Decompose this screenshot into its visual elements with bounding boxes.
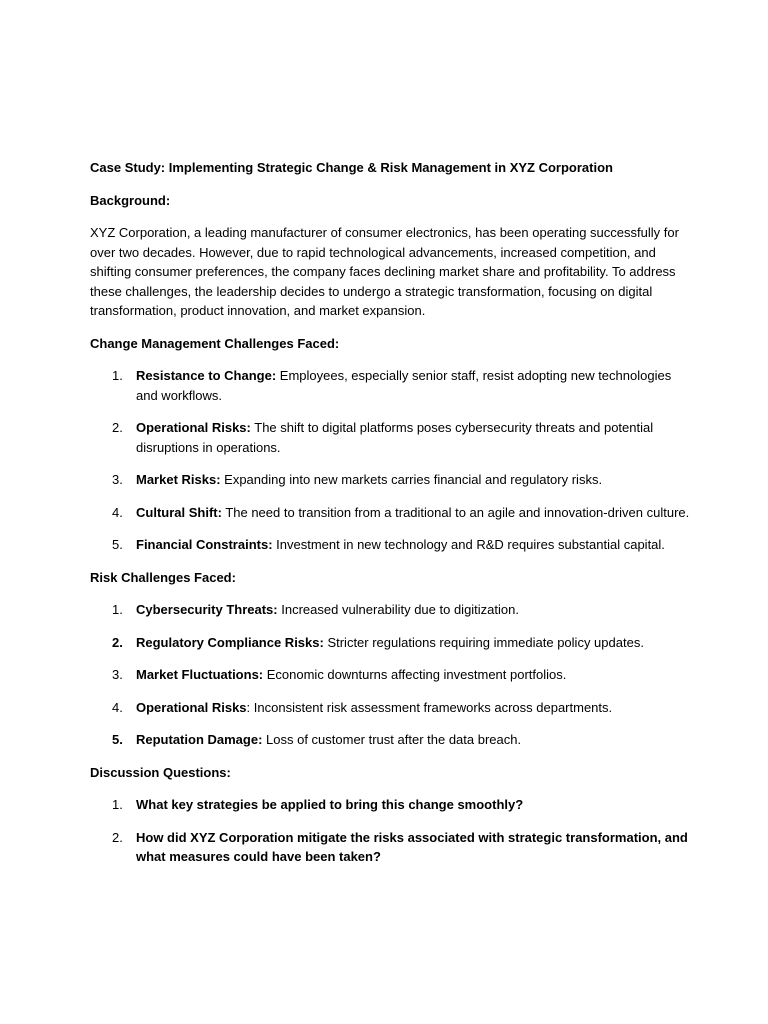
list-item	[90, 633, 690, 653]
list-item	[90, 600, 690, 620]
list-item	[90, 730, 690, 750]
item-text: The need to transition from a traditional to an agile and innovation-driven culture.	[221, 504, 690, 520]
risk-challenges-list	[90, 600, 690, 750]
list-number: 3.	[112, 667, 123, 682]
discussion-list	[90, 795, 690, 867]
list-number: 1.	[112, 797, 123, 812]
list-number: 4.	[112, 699, 123, 715]
item-label: Financial Constraints:	[136, 537, 273, 552]
item-text: Increased vulnerability due to digitization.	[277, 602, 519, 617]
list-item	[90, 828, 690, 867]
list-number: 1.	[112, 602, 123, 617]
list-number: 3.	[112, 472, 123, 487]
item-label: Market Risks:	[136, 472, 221, 487]
document-title: Case Study: Implementing Strategic Change & Risk Management in XYZ Corporation	[90, 160, 613, 175]
change-challenges-heading: Change Management Challenges Faced:	[90, 335, 340, 351]
item-label: Regulatory Compliance Risks:	[136, 634, 324, 650]
item-label: Cultural Shift:	[136, 504, 222, 520]
question-text: What key strategies be applied to bring this change smoothly?	[136, 797, 524, 812]
question-text: How did XYZ Corporation mitigate the risks associated with strategic transformation, and what measures could have been taken?	[136, 829, 688, 864]
list-number: 5.	[112, 537, 123, 552]
item-text: Economic downturns affecting investment portfolios.	[263, 667, 567, 682]
list-item	[90, 698, 690, 718]
item-text: : Inconsistent risk assessment frameworks across departments.	[246, 699, 613, 715]
discussion-heading: Discussion Questions:	[90, 764, 231, 780]
list-number: 2.	[112, 829, 123, 845]
item-label: Reputation Damage:	[136, 732, 263, 747]
change-challenges-list	[90, 366, 690, 555]
list-number: 4.	[112, 504, 123, 520]
list-item	[90, 665, 690, 685]
item-label: Operational Risks	[136, 699, 247, 715]
list-number: 1.	[112, 368, 123, 383]
item-label: Market Fluctuations:	[136, 667, 264, 682]
background-paragraph: XYZ Corporation, a leading manufacturer of consumer electronics, has been operating successfully for over two decades. However, due to rapid technological advancements, increased competition, and shifting consumer preferences, the company faces declining market share and profitability. To address these challenges, the leadership decides to undergo a strategic transformation, focusing on digital transformation, product innovation, and market expansion.	[90, 225, 679, 318]
background-heading: Background:	[90, 192, 171, 208]
item-label: Resistance to Change:	[136, 368, 277, 383]
item-label: Cybersecurity Threats:	[136, 602, 278, 617]
list-item	[90, 795, 690, 815]
list-item	[90, 535, 690, 555]
list-number: 2.	[112, 420, 123, 435]
list-item	[90, 470, 690, 490]
list-item	[90, 503, 690, 523]
risk-challenges-heading: Risk Challenges Faced:	[90, 569, 236, 585]
item-text: The shift to digital platforms poses cybersecurity threats and potential disruptions in operations.	[136, 420, 654, 455]
document-page	[90, 158, 690, 880]
item-text: Loss of customer trust after the data breach.	[262, 732, 522, 747]
item-text: Stricter regulations requiring immediate policy updates.	[323, 634, 644, 650]
list-number: 2.	[112, 634, 123, 650]
item-label: Operational Risks:	[136, 420, 251, 435]
item-text: Employees, especially senior staff, resist adopting new technologies and workflows.	[136, 368, 672, 403]
list-number: 5.	[112, 732, 123, 747]
list-item	[90, 366, 690, 405]
list-item	[90, 418, 690, 457]
item-text: Expanding into new markets carries financial and regulatory risks.	[220, 472, 603, 487]
item-text: Investment in new technology and R&D requires substantial capital.	[272, 537, 665, 552]
